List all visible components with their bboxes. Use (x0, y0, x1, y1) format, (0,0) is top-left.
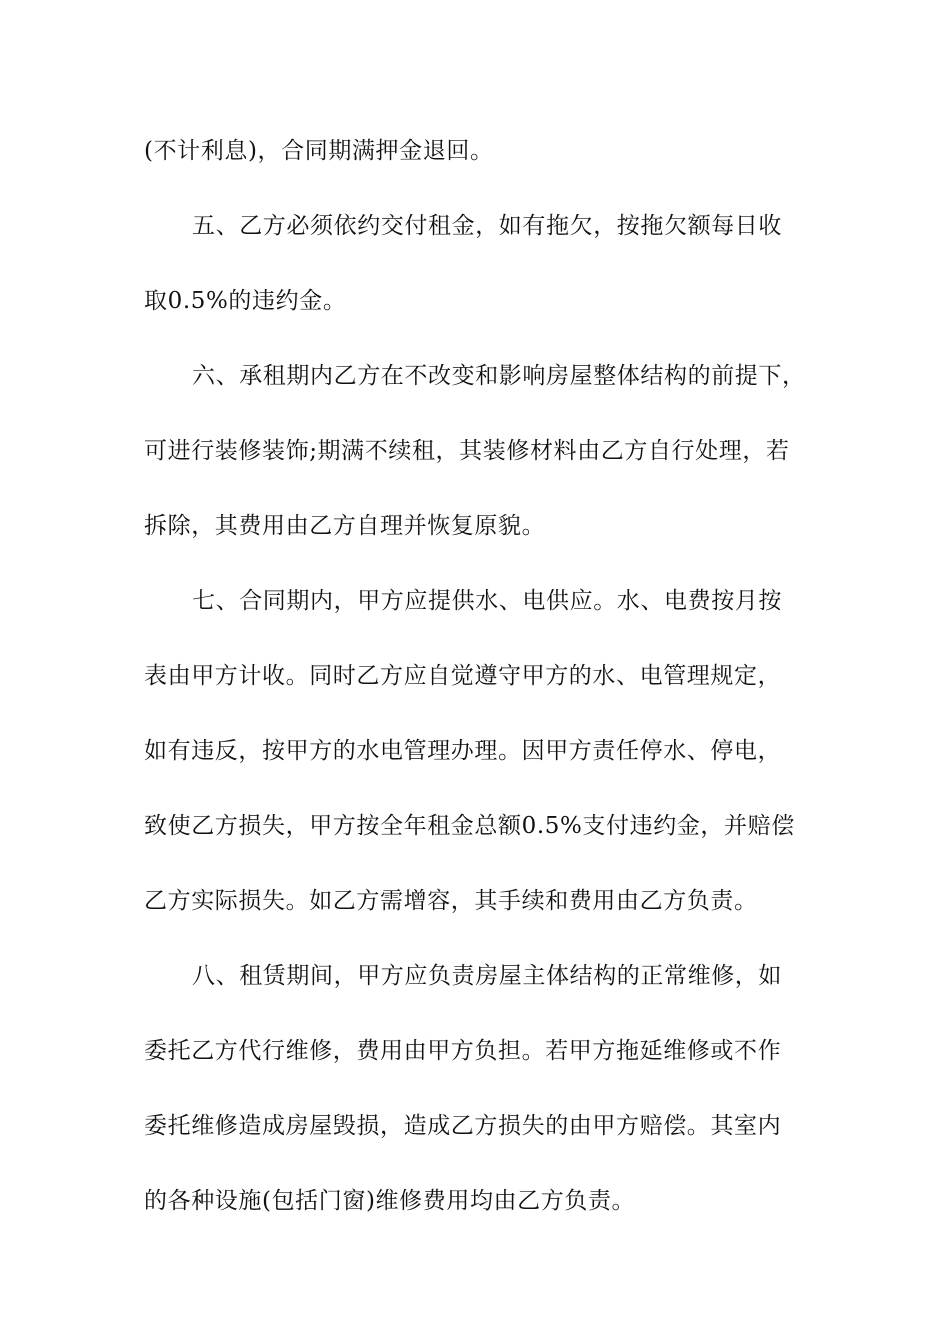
clause-7-line-4: 致使乙方损失，甲方按全年租金总额0.5%支付违约金，并赔偿 (144, 813, 795, 839)
clause-8-line-2: 委托乙方代行维修，费用由甲方负担。若甲方拖延维修或不作 (144, 1038, 782, 1064)
clause-7-line-2: 表由甲方计收。同时乙方应自觉遵守甲方的水、电管理规定， (144, 663, 782, 689)
clause-7-line-1: 七、合同期内，甲方应提供水、电供应。水、电费按月按 (192, 588, 782, 614)
clause-7-line-5: 乙方实际损失。如乙方需增容，其手续和费用由乙方负责。 (144, 888, 758, 914)
clause-8-line-3: 委托维修造成房屋毁损，造成乙方损失的由甲方赔偿。其室内 (144, 1113, 782, 1139)
clause-6-line-2: 可进行装修装饰;期满不续租，其装修材料由乙方自行处理，若 (144, 438, 790, 464)
clause-6-line-3: 拆除，其费用由乙方自理并恢复原貌。 (144, 513, 546, 539)
clause-5-line-1: 五、乙方必须依约交付租金，如有拖欠，按拖欠额每日收 (192, 213, 782, 239)
clause-5-line-2: 取0.5%的违约金。 (144, 288, 347, 314)
clause-8-line-1: 八、租赁期间，甲方应负责房屋主体结构的正常维修，如 (192, 963, 782, 989)
clause-8-line-4: 的各种设施(包括门窗)维修费用均由乙方负责。 (144, 1188, 636, 1214)
clause-6-line-1: 六、承租期内乙方在不改变和影响房屋整体结构的前提下， (192, 363, 806, 389)
text-line-1: (不计利息)，合同期满押金退回。 (144, 138, 494, 164)
clause-7-line-3: 如有违反，按甲方的水电管理办理。因甲方责任停水、停电， (144, 738, 782, 764)
